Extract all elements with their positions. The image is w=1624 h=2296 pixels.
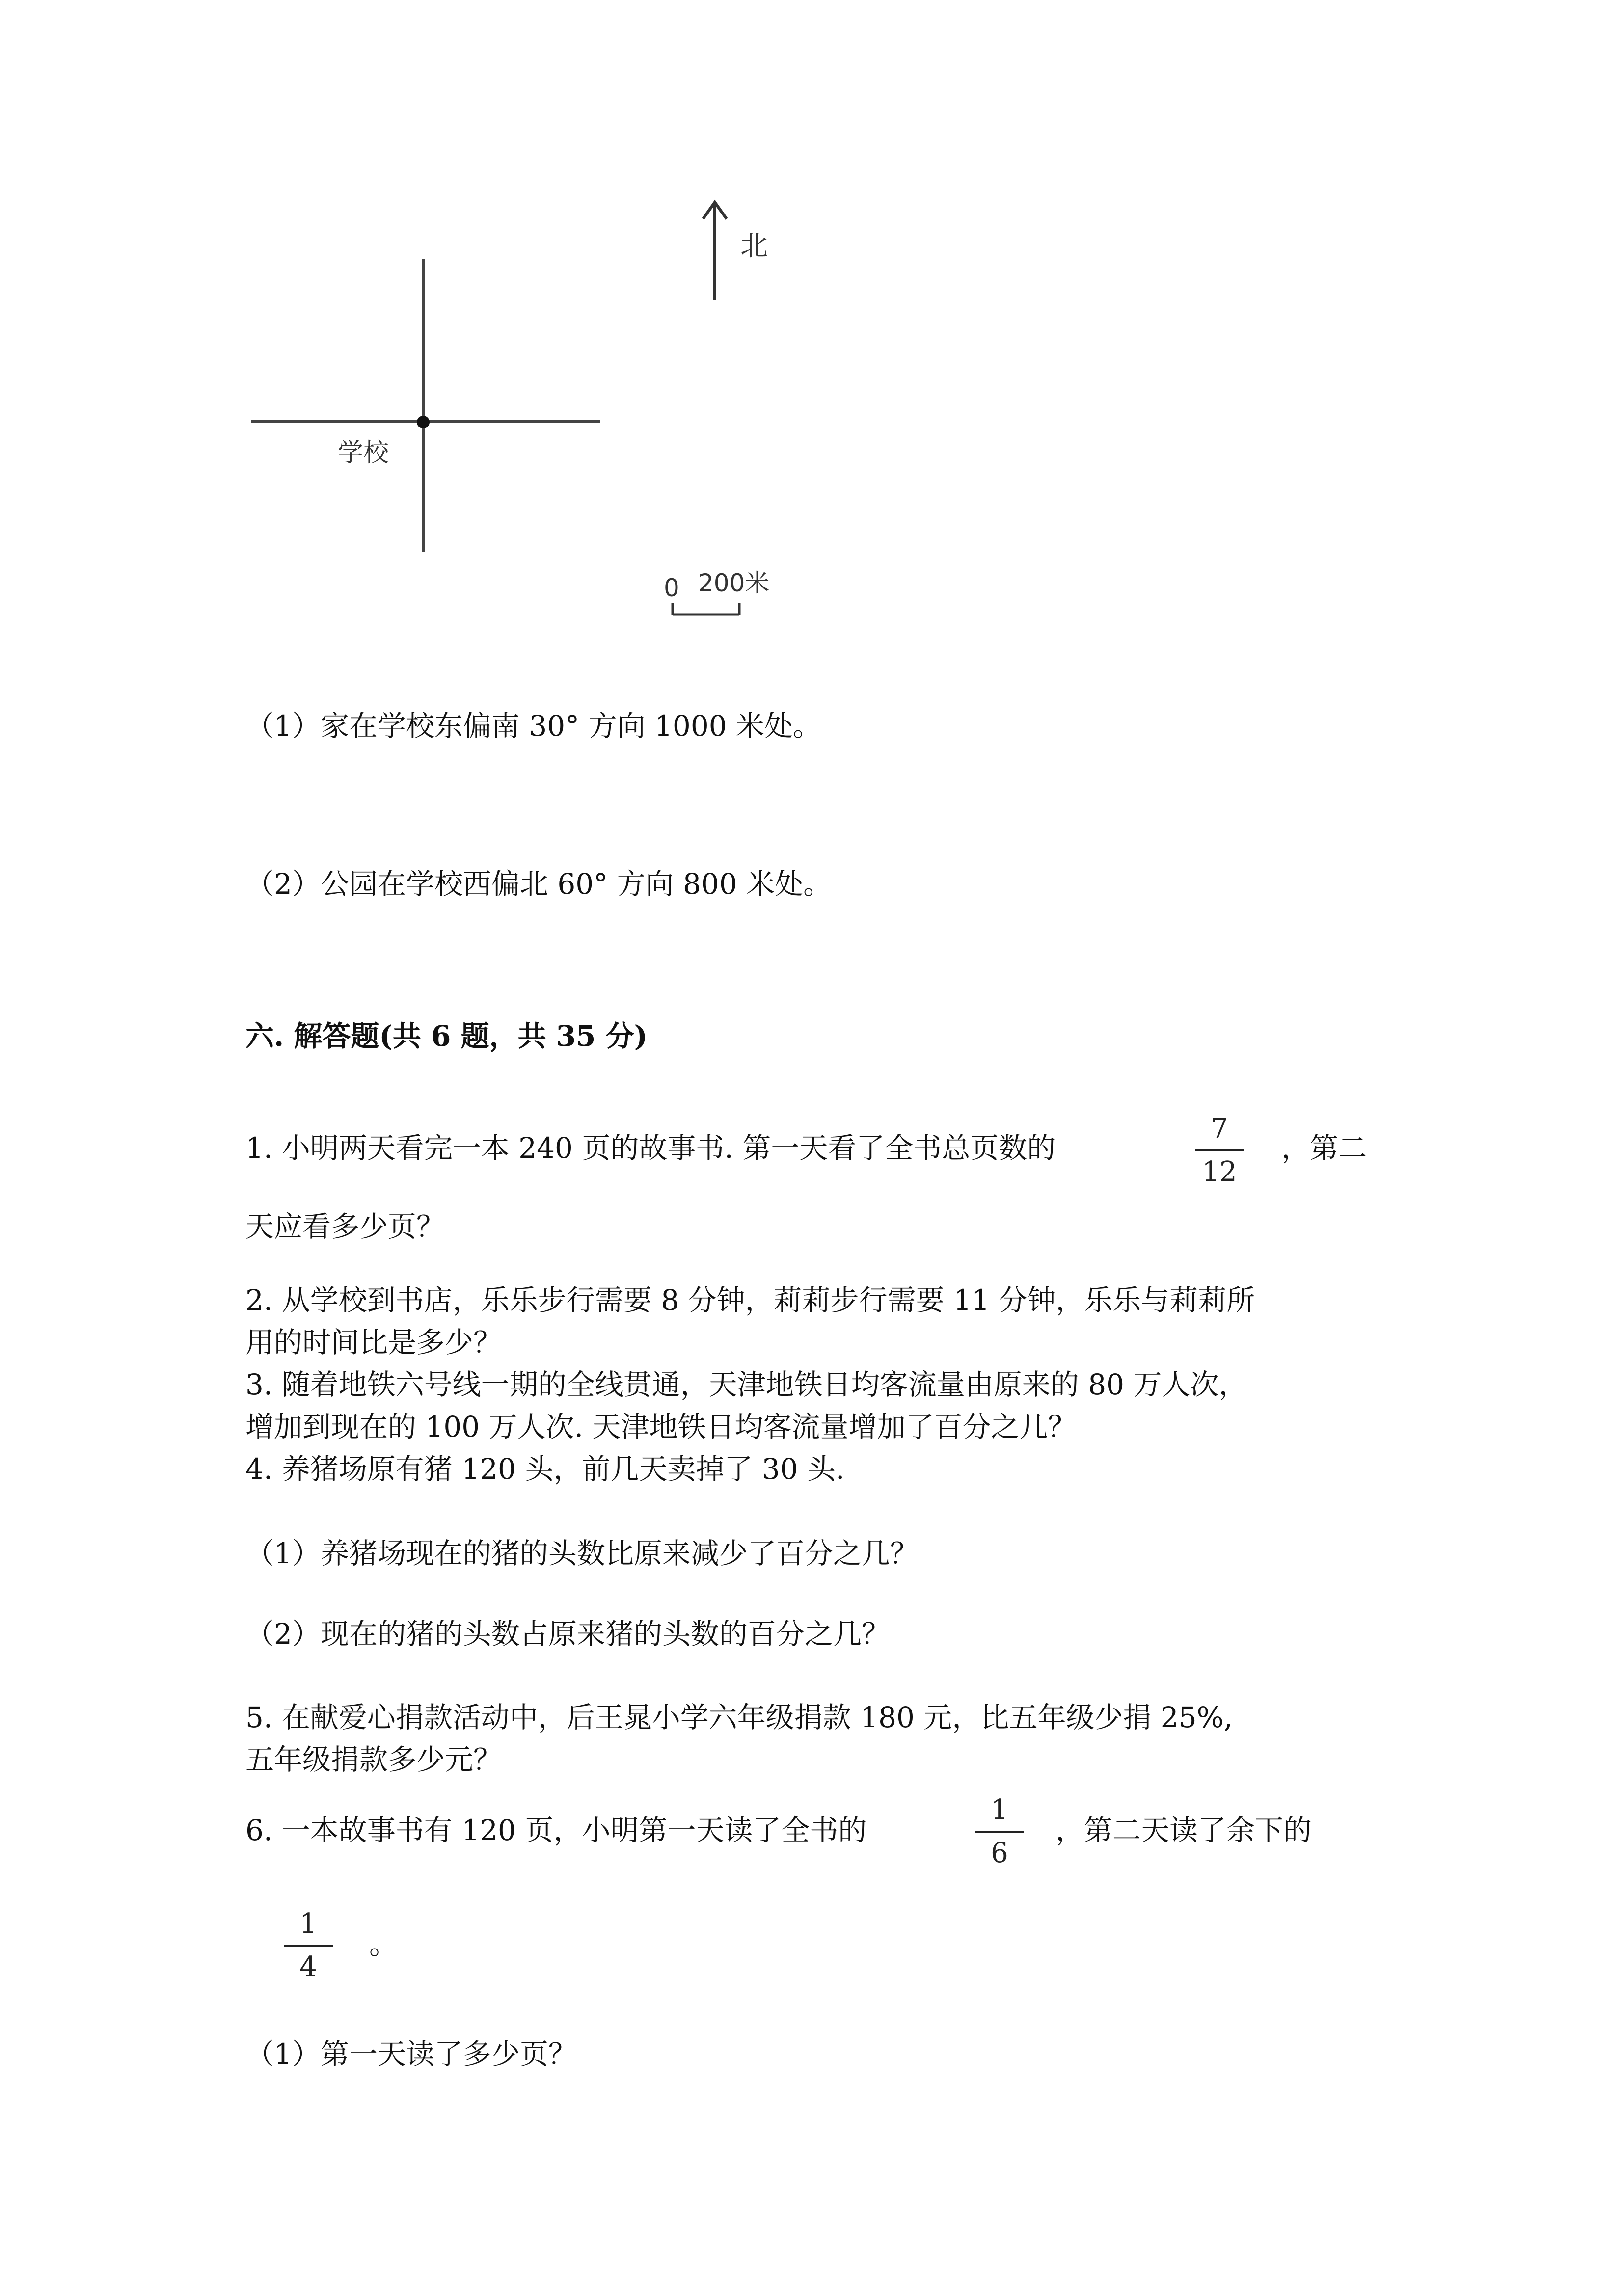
scale-value-label: 200米 [698,569,770,597]
problem6-sub1: （1）第一天读了多少页？ [245,2037,577,2071]
direction-diagram [0,0,1624,638]
north-arrow-icon [703,202,727,300]
problem4-sub2: （2）现在的猪的头数占原来猪的头数的百分之几？ [245,1617,890,1651]
problem6-text-before: 6. 一本故事书有 120 页，小明第一天读了全书的 [245,1814,867,1847]
fraction-numerator: 1 [299,1908,317,1940]
fraction-denominator: 6 [991,1837,1008,1869]
fraction-numerator: 7 [1211,1113,1228,1145]
problem1-line2: 天应看多少页？ [245,1210,445,1243]
problem5-line1: 5. 在献爱心捐款活动中，后王晁小学六年级捐款 180 元，比五年级少捐 25%, [245,1701,1233,1734]
fraction-denominator: 12 [1202,1156,1237,1188]
problem1-text-before: 1. 小明两天看完一本 240 页的故事书. 第一天看了全书总页数的 [245,1131,1056,1165]
school-point [417,416,430,428]
section5-q2: （2）公园在学校西偏北 60° 方向 800 米处。 [245,867,832,901]
problem2-line2: 用的时间比是多少？ [245,1326,502,1359]
problem1-fraction [1190,1115,1249,1186]
section6-title: 六. 解答题(共 6 题，共 35 分) [245,1019,648,1053]
section5-q1: （1）家在学校东偏南 30° 方向 1000 米处。 [245,709,822,743]
problem3-line2: 增加到现在的 100 万人次. 天津地铁日均客流量增加了百分之几？ [245,1410,1077,1443]
fraction-numerator: 1 [991,1794,1008,1826]
fraction-denominator: 4 [299,1951,317,1983]
scale-bar [673,603,739,615]
north-label: 北 [740,230,768,262]
problem1-text-after: ，第二 [1281,1131,1367,1165]
problem6-text-end: 。 [369,1927,398,1961]
problem4-line1: 4. 养猪场原有猪 120 头，前几天卖掉了 30 头. [245,1452,845,1486]
fraction-bar [1195,1149,1244,1151]
problem2-line1: 2. 从学校到书店，乐乐步行需要 8 分钟，莉莉步行需要 11 分钟，乐乐与莉莉所 [245,1283,1255,1317]
school-label: 学校 [338,438,389,468]
problem5-line2: 五年级捐款多少元？ [245,1743,502,1776]
fraction-bar [284,1945,333,1947]
problem3-line1: 3. 随着地铁六号线一期的全线贯通，天津地铁日均客流量由原来的 80 万人次， [245,1368,1247,1401]
scale-zero-label: 0 [664,574,679,602]
problem6-text-after: ，第二天读了余下的 [1056,1814,1312,1847]
problem4-sub1: （1）养猪场现在的猪的头数比原来减少了百分之几？ [245,1537,919,1570]
problem6-fraction-1 [970,1796,1029,1867]
fraction-bar [975,1831,1024,1833]
problem6-fraction-2 [279,1910,338,1981]
